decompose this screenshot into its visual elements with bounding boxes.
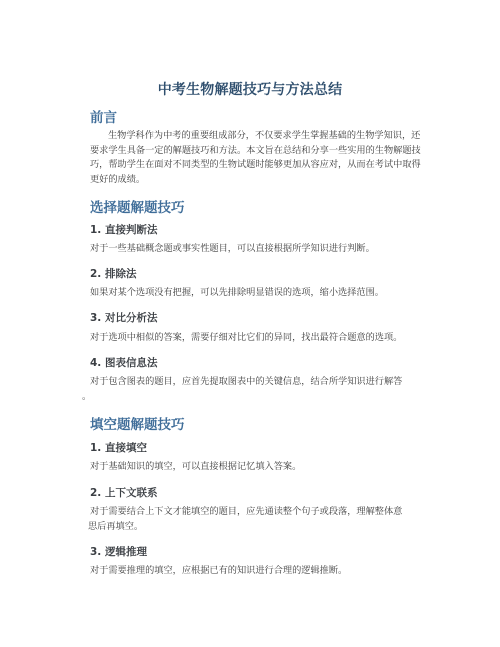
fill-item-2-text xyxy=(90,505,402,534)
choice-item-2-text: 如果对某个选项没有把握，可以先排除明显错误的选项，缩小选择范围。 xyxy=(90,287,384,298)
choice-item-3-title: 3. 对比分析法 xyxy=(90,312,158,324)
fill-item-1-title: 1. 直接填空 xyxy=(90,442,147,454)
choice-item-1-text: 对于一些基础概念题或事实性题目，可以直接根据所学知识进行判断。 xyxy=(90,243,375,254)
preface-line-2: 要求学生具备一定的解题技巧和方法。本文旨在总结和分享一些实用的生物解题技 xyxy=(90,144,421,156)
fill-item-1-text: 对于基础知识的填空，可以直接根据记忆填入答案。 xyxy=(90,461,302,472)
preface-paragraph xyxy=(90,129,421,187)
choice-item-4-line-1: 对于包含图表的题目，应首先提取图表中的关键信息，结合所学知识进行解答 xyxy=(90,376,403,387)
fill-item-3-text: 对于需要推理的填空，应根据已有的知识进行合理的逻辑推断。 xyxy=(90,565,348,576)
document-title: 中考生物解题技巧与方法总结 xyxy=(157,82,343,98)
choice-item-3-text: 对于选项中相似的答案，需要仔细对比它们的异同，找出最符合题意的选项。 xyxy=(90,332,403,343)
fill-item-2-line-1: 对于需要结合上下文才能填空的题目，应先通读整个句子或段落，理解整体意 xyxy=(90,506,403,517)
preface-line-4: 更好的成绩。 xyxy=(90,173,146,185)
preface-line-1: 生物学科作为中考的重要组成部分，不仅要求学生掌握基础的生物学知识，还 xyxy=(108,130,421,141)
choice-item-4-text xyxy=(82,375,403,404)
fill-item-2-line-2: 思后再填空。 xyxy=(88,520,144,532)
fill-item-3-title: 3. 逻辑推理 xyxy=(90,546,147,558)
choice-section-heading: 选择题解题技巧 xyxy=(90,200,185,216)
choice-item-2-title: 2. 排除法 xyxy=(90,268,137,280)
fill-item-2-title: 2. 上下文联系 xyxy=(90,487,158,499)
choice-item-1-title: 1. 直接判断法 xyxy=(90,224,158,236)
preface-line-3: 巧，帮助学生在面对不同类型的生物试题时能够更加从容应对，从而在考试中取得 xyxy=(90,159,421,170)
choice-item-4-line-2: 。 xyxy=(82,390,92,402)
choice-item-4-title: 4. 图表信息法 xyxy=(90,357,158,369)
fill-section-heading: 填空题解题技巧 xyxy=(90,417,185,433)
preface-heading: 前言 xyxy=(90,110,117,126)
